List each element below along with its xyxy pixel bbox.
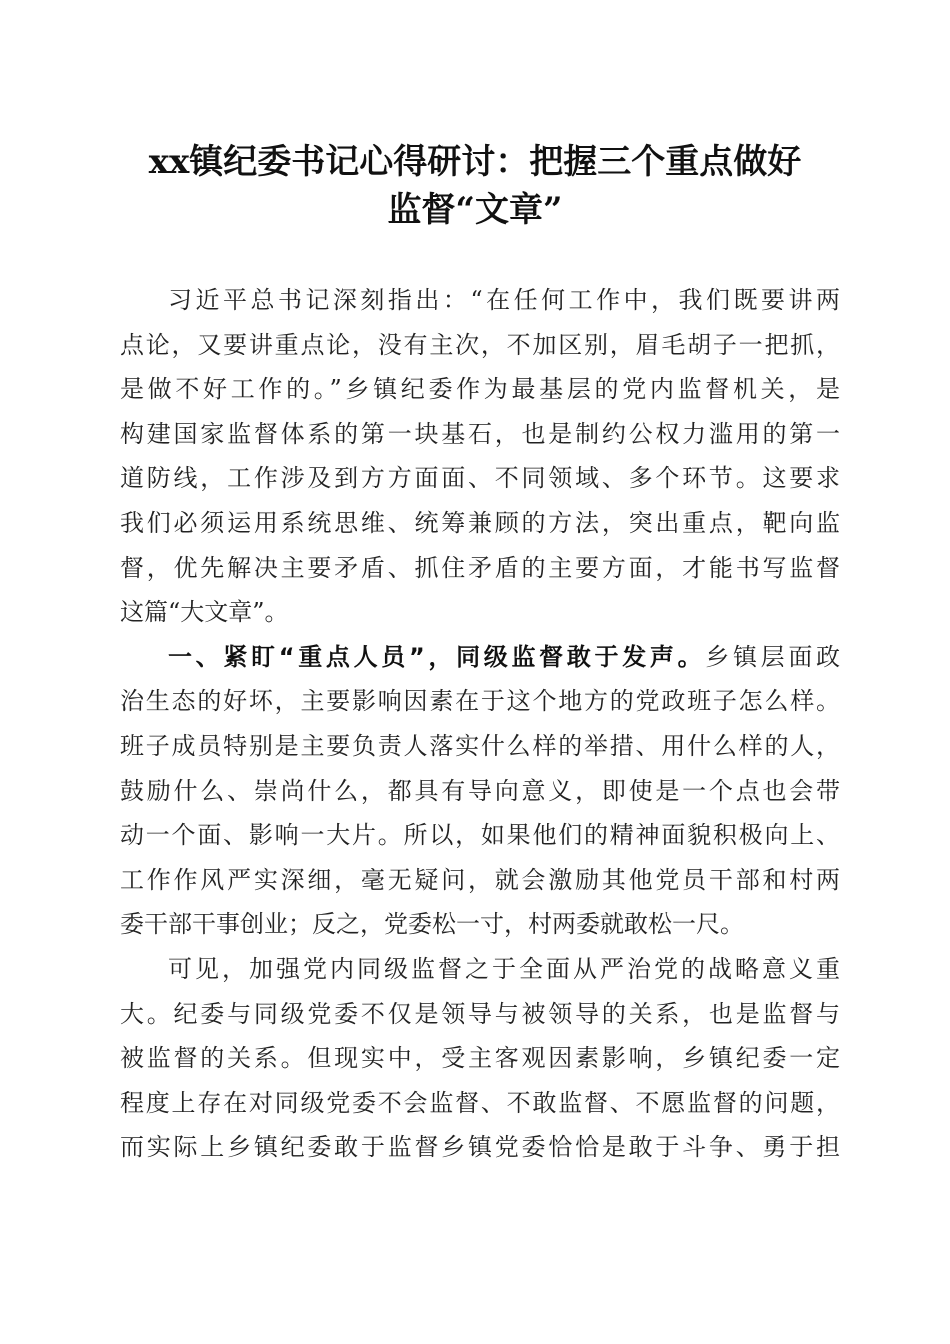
paragraph-1 bbox=[120, 278, 840, 635]
section-heading: 一、紧盯“重点人员”，同级监督敢于发声。 bbox=[168, 642, 706, 671]
paragraph-line: 而实际上乡镇纪委敢于监督乡镇党委恰恰是敢于斗争、勇于担 bbox=[120, 1133, 840, 1162]
paragraph-line: 治生态的好坏，主要影响因素在于这个地方的党政班子怎么样。 bbox=[120, 687, 840, 716]
paragraph-line: 点论，又要讲重点论，没有主次，不加区别，眉毛胡子一把抓， bbox=[120, 330, 840, 359]
paragraph-line: 被监督的关系。但现实中，受主客观因素影响，乡镇纪委一定 bbox=[120, 1044, 840, 1073]
paragraph-2 bbox=[120, 635, 840, 947]
paragraph-line: 是做不好工作的。”乡镇纪委作为最基层的党内监督机关，是 bbox=[120, 375, 840, 404]
paragraph-line: 构建国家监督体系的第一块基石，也是制约公权力滥用的第一 bbox=[120, 419, 840, 448]
paragraph-line: 我们必须运用系统思维、统筹兼顾的方法，突出重点，靶向监 bbox=[120, 508, 840, 537]
paragraph-line: 动一个面、影响一大片。所以，如果他们的精神面貌积极向上、 bbox=[120, 821, 840, 850]
title-line-1: xx镇纪委书记心得研讨：把握三个重点做好 bbox=[148, 142, 802, 182]
paragraph-line: 班子成员特别是主要负责人落实什么样的举措、用什么样的人， bbox=[120, 731, 840, 760]
paragraph-line: 程度上存在对同级党委不会监督、不敢监督、不愿监督的问题， bbox=[120, 1088, 840, 1117]
paragraph-line: 督，优先解决主要矛盾、抓住矛盾的主要方面，才能书写监督 bbox=[120, 553, 840, 582]
paragraph-3 bbox=[120, 947, 840, 1170]
paragraph-line: 道防线，工作涉及到方方面面、不同领域、多个环节。这要求 bbox=[120, 464, 840, 493]
paragraph-line: 大。纪委与同级党委不仅是领导与被领导的关系，也是监督与 bbox=[120, 999, 840, 1028]
document-body bbox=[120, 278, 840, 1170]
document-title bbox=[100, 138, 850, 234]
paragraph-line: 可见，加强党内同级监督之于全面从严治党的战略意义重 bbox=[168, 954, 840, 983]
title-line-2: 监督“文章” bbox=[387, 190, 563, 230]
paragraph-line: 工作作风严实深细，毫无疑问，就会激励其他党员干部和村两 bbox=[120, 865, 840, 894]
paragraph-line-rest: 乡镇层面政 bbox=[705, 642, 841, 671]
paragraph-line: 这篇“大文章”。 bbox=[120, 598, 289, 627]
paragraph-line: 委干部干事创业；反之，党委松一寸，村两委就敢松一尺。 bbox=[120, 910, 744, 939]
paragraph-line: 习近平总书记深刻指出：“在任何工作中，我们既要讲两 bbox=[168, 286, 840, 314]
paragraph-line: 鼓励什么、崇尚什么，都具有导向意义，即使是一个点也会带 bbox=[120, 776, 840, 805]
paragraph-first-line bbox=[120, 635, 840, 680]
